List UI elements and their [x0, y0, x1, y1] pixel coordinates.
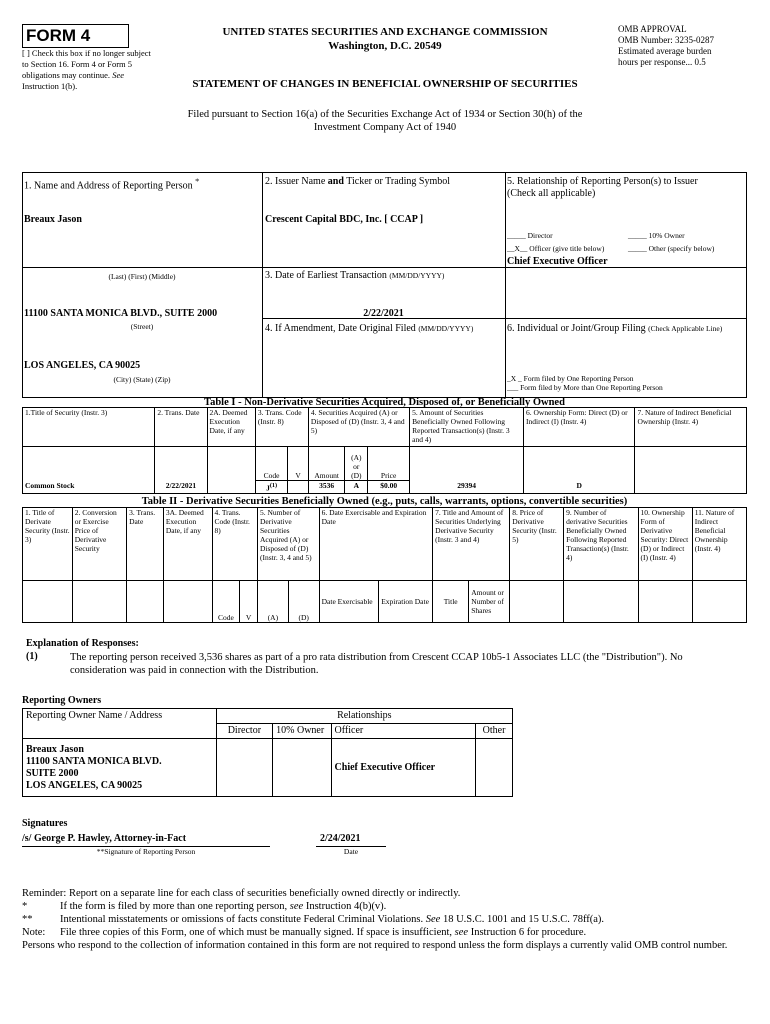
t1-nature	[635, 481, 747, 494]
other-check: _____ Other (specify below)	[628, 244, 715, 253]
explanation-text: The reporting person received 3,536 shares as part of a pro rata distribution from Crescent CCAP 10b5-1 Associates LLC (the "Distribution"). No consideration was paid in connection with the Distribution.	[70, 652, 683, 676]
box2-label-a: 2. Issuer Name	[265, 176, 326, 187]
owners-addr3: SUITE 2000	[26, 767, 79, 779]
t1-h3: 3. Trans. Code (Instr. 8)	[255, 408, 308, 447]
box1-label-star: *	[195, 177, 200, 186]
note-see: see	[454, 927, 469, 938]
t1-h4: 4. Securities Acquired (A) or Disposed of (D) (Instr. 3, 4 and 5)	[308, 408, 409, 447]
t1-security: Common Stock	[23, 481, 155, 494]
box3-label	[265, 270, 444, 282]
t2-sub-amount: Amount or Number of Shares	[469, 581, 510, 623]
owners-col-director: Director	[216, 724, 273, 739]
t2-sub-d: (D)	[288, 581, 319, 623]
note-text-a: File three copies of this Form, one of which must be manually signed. If space is insufficient,	[60, 927, 453, 938]
note-text-b: Instruction 6 for procedure.	[470, 927, 587, 938]
owners-heading: Reporting Owners	[22, 695, 102, 706]
t1-deemed	[207, 481, 255, 494]
filed-line1: Filed pursuant to Section 16(a) of the Securities Exchange Act of 1934 or Section 30(h) of the	[187, 109, 583, 120]
filed-line2: Investment Company Act of 1940	[313, 122, 457, 133]
owners-col-ten: 10% Owner	[273, 724, 331, 739]
box1-label	[24, 176, 199, 192]
t1-h5: 5. Amount of Securities Beneficially Owned Following Reported Transaction(s) (Instr. 3 and 4)	[410, 408, 524, 447]
t2-sub-a: (A)	[258, 581, 289, 623]
issuer-name: Crescent Capital BDC, Inc. [ CCAP ]	[265, 214, 424, 225]
table-row	[23, 481, 747, 494]
t2-h3: 3. Trans. Date	[127, 508, 164, 581]
t1-h2: 2. Trans. Date	[155, 408, 207, 447]
box6-label	[507, 323, 745, 335]
t1-v	[288, 481, 309, 494]
reminder-line1: Reminder: Report on a separate line for each class of securities beneficially owned directly or indirectly.	[22, 888, 461, 899]
omb-number: OMB Number: 3235-0287	[618, 35, 714, 45]
box4-label-small: (MM/DD/YYYY)	[418, 324, 474, 333]
star2-see: See	[425, 914, 441, 925]
star1-text-b: Instruction 4(b)(v).	[305, 901, 387, 912]
star1-text-a: If the form is filed by more than one reporting person,	[60, 901, 288, 912]
t2-h5: 5. Number of Derivative Securities Acquired (A) or Disposed of (D) (Instr. 3, 4 and 5)	[258, 508, 320, 581]
owners-col-name: Reporting Owner Name / Address	[23, 709, 217, 739]
t2-sub-title: Title	[433, 581, 469, 623]
t1-aord: A	[345, 481, 368, 494]
table-row	[23, 739, 513, 797]
filed-pursuant	[100, 108, 670, 134]
filing-option-one: _X _ Form filed by One Reporting Person	[507, 374, 634, 383]
earliest-transaction-date: 2/22/2021	[363, 308, 404, 319]
agency-name: UNITED STATES SECURITIES AND EXCHANGE COMMISSION	[222, 26, 548, 38]
box4-label	[265, 323, 473, 335]
t1-sub-price: Price	[368, 447, 410, 481]
table1	[22, 407, 747, 494]
t1-h6: 6. Ownership Form: Direct (D) or Indirect (I) (Instr. 4)	[524, 408, 635, 447]
t2-h3a: 3A. Deemed Execution Date, if any	[163, 508, 212, 581]
t1-owned: 29394	[410, 481, 524, 494]
director-check: _____ Director	[507, 231, 553, 240]
ten-pct-check: _____ 10% Owner	[628, 231, 685, 240]
officer-check: __X__ Officer (give title below)	[507, 244, 605, 253]
explanation-num: (1)	[26, 651, 38, 662]
date-caption: Date	[343, 847, 359, 856]
t1-sub-code: Code	[255, 447, 287, 481]
reminder-persons: Persons who respond to the collection of information contained in this form are not required to respond unless the form displays a currently valid OMB control number.	[22, 940, 728, 951]
owners-table	[22, 708, 513, 797]
t2-sub-v: V	[240, 581, 258, 623]
agency-city: Washington, D.C. 20549	[328, 40, 442, 52]
t1-h7: 7. Nature of Indirect Beneficial Ownership (Instr. 4)	[635, 408, 747, 447]
star2-text-b: 18 U.S.C. 1001 and 15 U.S.C. 78ff(a).	[442, 914, 605, 925]
owners-col-rel: Relationships	[216, 709, 512, 724]
box2-label-and: and	[327, 176, 344, 187]
owners-addr2: 11100 SANTA MONICA BLVD.	[26, 755, 162, 767]
table2-title: Table II - Derivative Securities Beneficially Owned (e.g., puts, calls, warrants, options, convertible securities)	[141, 496, 628, 507]
checkbox-note-instr: Instruction 1(b).	[22, 81, 78, 91]
t1-h1: 1.Title of Security (Instr. 3)	[23, 408, 155, 447]
t1-sub-aord: (A) or (D)	[345, 447, 368, 481]
officer-title: Chief Executive Officer	[507, 256, 608, 267]
t2-h7: 7. Title and Amount of Securities Underlying Derivative Security (Instr. 3 and 4)	[433, 508, 510, 581]
t1-code-note: (1)	[269, 482, 278, 489]
reporting-person-name: Breaux Jason	[24, 214, 82, 225]
t2-sub-code: Code	[212, 581, 240, 623]
t1-code	[255, 481, 287, 494]
omb-hours: hours per response... 0.5	[618, 57, 706, 67]
explanation-heading: Explanation of Responses:	[26, 638, 139, 649]
star2-mark: **	[22, 914, 33, 925]
checkbox-note-text: [ ] Check this box if no longer subject to Section 16. Form 4 or Form 5 obligations may continue.	[22, 48, 151, 80]
signatures-heading: Signatures	[22, 818, 68, 829]
t2-h6: 6. Date Exercisable and Expiration Date	[319, 508, 433, 581]
t1-code-value: J	[266, 483, 270, 493]
t2-h4: 4. Trans. Code (Instr. 8)	[212, 508, 258, 581]
city-caption: (City) (State) (Zip)	[113, 375, 171, 384]
box5-label-text: 5. Relationship of Reporting Person(s) to Issuer	[507, 176, 698, 187]
checkbox-note	[22, 48, 152, 92]
owners-col-other: Other	[476, 724, 513, 739]
t2-h9: 9. Number of derivative Securities Beneficially Owned Following Reported Transaction(s) (Instr. 4)	[564, 508, 638, 581]
box2-label-b: Ticker or Trading Symbol	[346, 176, 451, 187]
t1-price: $0.00	[368, 481, 410, 494]
owners-address	[23, 739, 217, 797]
signature-date: 2/24/2021	[320, 833, 361, 844]
t2-sub-exercisable: Date Exercisable	[319, 581, 379, 623]
box4-label-text: 4. If Amendment, Date Original Filed	[265, 323, 416, 334]
t1-form: D	[524, 481, 635, 494]
signer-caption: **Signature of Reporting Person	[96, 847, 196, 856]
note-label: Note:	[22, 927, 46, 938]
t1-sub-amount: Amount	[308, 447, 345, 481]
reminder-star2	[22, 913, 752, 926]
signer-name: /s/ George P. Hawley, Attorney-in-Fact	[22, 833, 187, 844]
owners-col-officer: Officer	[331, 724, 476, 739]
box5-label	[507, 176, 745, 200]
t1-h2a: 2A. Deemed Execution Date, if any	[207, 408, 255, 447]
box3-label-text: 3. Date of Earliest Transaction	[265, 270, 387, 281]
box6-label-small: (Check Applicable Line)	[648, 324, 723, 333]
star1-mark: *	[22, 901, 28, 912]
t2-h10: 10. Ownership Form of Derivative Security: Direct (D) or Indirect (I) (Instr. 4)	[638, 508, 692, 581]
t1-date: 2/22/2021	[155, 481, 207, 494]
box5-label-2: (Check all applicable)	[507, 188, 596, 199]
reminder-block	[22, 887, 752, 952]
reminder-note	[22, 926, 752, 939]
statement-title: STATEMENT OF CHANGES IN BENEFICIAL OWNERSHIP OF SECURITIES	[192, 78, 578, 90]
box3-label-small: (MM/DD/YYYY)	[389, 271, 445, 280]
table1-title: Table I - Non-Derivative Securities Acquired, Disposed of, or Beneficially Owned	[204, 397, 565, 408]
filing-option-more: ___ Form filed by More than One Reporting Person	[507, 383, 663, 392]
box1-label-text: 1. Name and Address of Reporting Person	[24, 180, 193, 192]
form-title: FORM 4	[22, 24, 129, 48]
box6-label-text: 6. Individual or Joint/Group Filing	[507, 323, 646, 334]
name-caption: (Last) (First) (Middle)	[108, 272, 176, 281]
t2-sub-expiration: Expiration Date	[379, 581, 433, 623]
t2-h11: 11. Nature of Indirect Beneficial Ownership (Instr. 4)	[692, 508, 746, 581]
star2-text-a: Intentional misstatements or omissions of facts constitute Federal Criminal Violations.	[60, 914, 424, 925]
omb-approval: OMB APPROVAL	[618, 24, 687, 34]
t2-h8: 8. Price of Derivative Security (Instr. 5)	[510, 508, 564, 581]
reporting-person-city: LOS ANGELES, CA 90025	[24, 360, 141, 371]
reminder-star1	[22, 900, 752, 913]
owners-addr4: LOS ANGELES, CA 90025	[26, 779, 143, 791]
street-caption: (Street)	[130, 322, 154, 331]
box2-label	[265, 176, 450, 188]
t2-h2: 2. Conversion or Exercise Price of Derivative Security	[72, 508, 126, 581]
table2	[22, 507, 747, 623]
t1-sub-v: V	[288, 447, 309, 481]
owners-addr1: Breaux Jason	[26, 743, 84, 755]
omb-block	[618, 24, 758, 68]
checkbox-note-see: See	[112, 70, 124, 80]
t1-amount: 3536	[308, 481, 345, 494]
owners-officer-value: Chief Executive Officer	[331, 739, 476, 797]
t2-h1: 1. Title of Derivate Security (Instr. 3)	[23, 508, 73, 581]
omb-burden: Estimated average burden	[618, 46, 712, 56]
star1-see: see	[289, 901, 304, 912]
reporting-person-street: 11100 SANTA MONICA BLVD., SUITE 2000	[24, 308, 218, 319]
